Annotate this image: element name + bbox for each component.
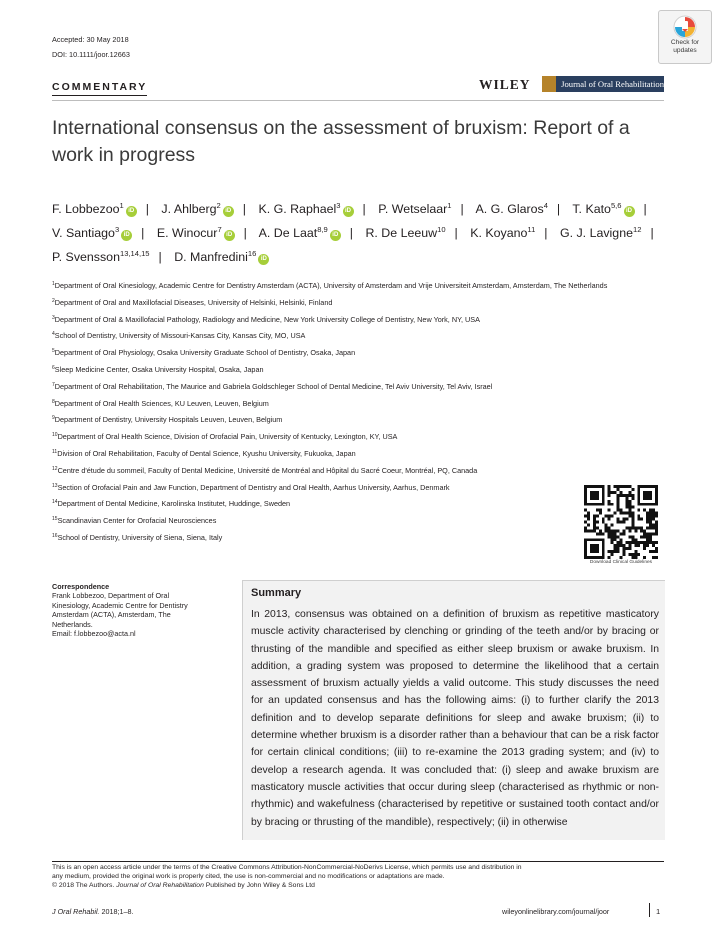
orcid-icon[interactable]: iD xyxy=(258,254,269,265)
author[interactable] xyxy=(470,226,535,240)
copyright-journal: Journal of Oral Rehabilitation xyxy=(116,881,204,889)
affiliation-number: 1 xyxy=(52,281,55,287)
affiliation-text: Department of Oral Physiology, Osaka University Graduate School of Dentistry, Osaka, Japan xyxy=(54,348,356,358)
citation xyxy=(52,907,134,916)
affiliation xyxy=(52,517,667,526)
correspondence-block xyxy=(52,582,227,638)
affiliation-text: Department of Oral Kinesiology, Academic Centre for Dentistry Amsterdam (ACTA), University of Amsterdam and Vrije Universiteit Amsterdam, Amsterdam, The Netherlands xyxy=(54,281,608,290)
author-affiliation-number: 4 xyxy=(543,201,548,210)
author-affiliation-number: 12 xyxy=(632,225,642,234)
author-separator: | xyxy=(158,250,162,264)
journal-banner xyxy=(542,76,664,92)
affiliation xyxy=(52,534,667,543)
affiliation-text: Centre d'étude du sommeil, Faculty of Dental Medicine, Université de Montréal and Hôpital du Sacré Coeur, Montréal, PQ, Canada xyxy=(57,465,478,475)
author-name: V. Santiago xyxy=(52,226,115,240)
affiliation-text: Section of Orofacial Pain and Jaw Function, Department of Dentistry and Oral Health, Aarhus University, Aarhus, Denmark xyxy=(57,482,450,492)
affiliation-number: 7 xyxy=(52,381,55,388)
citation-journal: J Oral Rehabil. xyxy=(52,907,100,916)
qr-code-icon[interactable] xyxy=(584,485,658,559)
author-list xyxy=(52,197,672,269)
author-separator: | xyxy=(242,202,246,216)
page-number: 1 xyxy=(656,907,661,916)
affiliation xyxy=(52,299,667,308)
author-affiliation-number: 5,6 xyxy=(610,201,622,210)
article-title: International consensus on the assessment of bruxism: Report of a work in progress xyxy=(52,117,630,166)
copyright-line xyxy=(52,882,664,891)
affiliation-text: Department of Oral Rehabilitation, The Maurice and Gabriela Goldschleger School of Dental Medicine, Tel Aviv University, Tel Aviv, Israel xyxy=(54,381,493,391)
qr-caption: Download Clinical Guidelines xyxy=(589,560,653,565)
journal-banner-text: Journal of Oral Rehabilitation xyxy=(561,79,664,89)
affiliation xyxy=(52,383,667,392)
license-line: any medium, provided the original work is properly cited, the use is non-commercial and no modifications or adaptations are made. xyxy=(52,872,445,880)
affiliation-text: School of Dentistry, University of Siena, Siena, Italy xyxy=(57,532,223,542)
author-affiliation-number: 1 xyxy=(119,201,124,210)
affiliation-number: 4 xyxy=(52,331,55,338)
affiliation xyxy=(52,366,667,375)
author-name: D. Manfredini xyxy=(174,250,248,264)
correspondence-line: Kinesiology, Academic Centre for Dentistry xyxy=(52,600,188,610)
orcid-icon[interactable]: iD xyxy=(121,230,132,241)
affiliation-text: Division of Oral Rehabilitation, Faculty of Dental Science, Kyushu University, Fukuoka, Japan xyxy=(57,448,356,458)
affiliation-text: School of Dentistry, University of Missouri-Kansas City, Kansas City, MO, USA xyxy=(54,331,306,341)
affiliation-number: 3 xyxy=(52,314,55,321)
affiliation-text: Department of Dentistry, University Hospitals Leuven, Leuven, Belgium xyxy=(54,415,283,425)
author-separator: | xyxy=(141,226,145,240)
affiliation-list xyxy=(52,282,667,551)
author[interactable] xyxy=(157,226,235,240)
summary-box xyxy=(242,580,665,840)
author[interactable] xyxy=(52,226,132,240)
orcid-icon[interactable]: iD xyxy=(343,206,354,217)
author-separator: | xyxy=(362,202,366,216)
author-name: F. Lobbezoo xyxy=(52,202,120,216)
author-name: E. Winocur xyxy=(156,226,218,240)
license-notice xyxy=(52,864,664,891)
check-for-updates-line2: updates xyxy=(673,46,697,54)
affiliation-number: 6 xyxy=(52,364,55,371)
footer-divider xyxy=(52,861,664,862)
author[interactable] xyxy=(572,202,634,216)
orcid-icon[interactable]: iD xyxy=(224,230,235,241)
orcid-icon[interactable]: iD xyxy=(223,206,234,217)
page-number-divider xyxy=(649,903,650,917)
affiliation xyxy=(52,484,667,493)
author-name: T. Kato xyxy=(572,202,611,216)
author[interactable] xyxy=(258,202,353,216)
author[interactable] xyxy=(365,226,445,240)
author-name: J. Ahlberg xyxy=(161,202,217,216)
header-divider xyxy=(52,100,664,101)
journal-banner-stripe xyxy=(542,76,556,92)
affiliation-number: 10 xyxy=(52,432,58,439)
affiliation-number: 11 xyxy=(52,448,58,455)
correspondence-heading: Correspondence xyxy=(52,582,110,591)
author[interactable] xyxy=(259,226,341,240)
correspondence-email[interactable]: Email: f.lobbezoo@acta.nl xyxy=(52,629,136,639)
affiliation-text: Department of Oral Health Sciences, KU Leuven, Leuven, Belgium xyxy=(54,398,269,408)
affiliation-number: 15 xyxy=(52,516,58,523)
affiliation xyxy=(52,450,667,459)
author-name: A. De Laat xyxy=(258,226,318,240)
author-separator: | xyxy=(650,226,654,240)
check-for-updates-badge[interactable] xyxy=(658,10,712,64)
author-affiliation-number: 8,9 xyxy=(317,225,328,234)
author-name: G. J. Lavigne xyxy=(559,226,633,240)
publisher-logo: WILEY xyxy=(479,77,531,92)
author-separator: | xyxy=(454,226,458,240)
author-affiliation-number: 11 xyxy=(527,225,536,234)
author-separator: | xyxy=(243,226,247,240)
summary-heading: Summary xyxy=(251,587,302,599)
author-name: P. Wetselaar xyxy=(378,202,448,216)
author[interactable] xyxy=(560,226,641,240)
accepted-date: Accepted: 30 May 2018 xyxy=(52,35,129,44)
correspondence-line: Netherlands. xyxy=(52,619,93,629)
affiliation xyxy=(52,500,667,509)
author[interactable] xyxy=(52,202,137,216)
copyright-suffix: Published by John Wiley & Sons Ltd xyxy=(205,881,315,889)
author[interactable] xyxy=(161,202,233,216)
affiliation xyxy=(52,349,667,358)
affiliation-number: 14 xyxy=(52,499,58,506)
author-separator: | xyxy=(145,202,149,216)
affiliation-text: Department of Oral and Maxillofacial Diseases, University of Helsinki, Helsinki, Finland xyxy=(54,297,333,307)
affiliation xyxy=(52,332,667,341)
affiliation-number: 8 xyxy=(52,398,55,405)
author-separator: | xyxy=(556,202,561,216)
author-name: K. Koyano xyxy=(470,226,528,240)
author[interactable] xyxy=(476,202,548,216)
author[interactable] xyxy=(52,250,150,264)
author[interactable] xyxy=(174,250,269,264)
affiliation-number: 16 xyxy=(52,532,58,539)
author-name: A. G. Glaros xyxy=(475,202,544,216)
correspondence-line: Frank Lobbezoo, Department of Oral xyxy=(52,591,170,601)
affiliation xyxy=(52,282,667,291)
affiliation-text: Department of Oral & Maxillofacial Pathology, Radiology and Medicine, New York University College of Dentistry, New York, NY, USA xyxy=(54,314,480,324)
author-affiliation-number: 7 xyxy=(217,225,222,234)
section-label: COMMENTARY xyxy=(52,81,147,96)
journal-website-link[interactable]: wileyonlinelibrary.com/journal/joor xyxy=(502,907,610,916)
author-separator: | xyxy=(544,226,548,240)
orcid-icon[interactable]: iD xyxy=(126,206,137,217)
affiliation-number: 9 xyxy=(52,415,55,422)
check-for-updates-icon xyxy=(673,15,697,39)
orcid-icon[interactable]: iD xyxy=(624,206,635,217)
affiliation-text: Scandinavian Center for Orofacial Neurosciences xyxy=(57,516,217,526)
affiliation-text: Department of Dental Medicine, Karolinska Institutet, Huddinge, Sweden xyxy=(57,499,291,509)
check-for-updates-line1: Check for xyxy=(670,39,700,46)
affiliation xyxy=(52,416,667,425)
affiliation xyxy=(52,400,667,409)
orcid-icon[interactable]: iD xyxy=(330,230,341,241)
doi: DOI: 10.1111/joor.12663 xyxy=(52,50,130,59)
affiliation-number: 2 xyxy=(52,297,55,304)
affiliation-number: 12 xyxy=(52,465,58,472)
affiliation-text: Department of Oral Health Science, Division of Orofacial Pain, University of Kentucky, Lexington, KY, USA xyxy=(57,432,398,442)
author-separator: | xyxy=(349,226,353,240)
license-line: This is an open access article under the terms of the Creative Commons Attribution-NonCommercial-NoDerivs License, which permits use and distribution in xyxy=(52,864,522,871)
citation-details: 2018;1–8. xyxy=(101,907,134,916)
author-affiliation-number: 16 xyxy=(247,249,257,258)
copyright-prefix: © 2018 The Authors. xyxy=(52,881,115,889)
author-name: K. G. Raphael xyxy=(258,202,337,216)
affiliation-text: Sleep Medicine Center, Osaka University Hospital, Osaka, Japan xyxy=(54,364,264,374)
affiliation xyxy=(52,467,667,476)
correspondence-line: Amsterdam (ACTA), Amsterdam, The xyxy=(52,610,171,620)
author-affiliation-number: 2 xyxy=(216,201,221,210)
author-separator: | xyxy=(643,202,647,216)
author-separator: | xyxy=(460,202,464,216)
author-affiliation-number: 3 xyxy=(336,201,341,210)
affiliation-number: 5 xyxy=(52,348,55,355)
affiliation-number: 13 xyxy=(52,482,58,489)
affiliation xyxy=(52,316,667,325)
author-name: P. Svensson xyxy=(52,250,120,264)
summary-text: In 2013, consensus was obtained on a definition of bruxism as repetitive masticatory muscle activity characterised by clenching or grinding of the teeth and/or by bracing or thrusting of the mandible and specified as either sleep bruxism or awake bruxism. In addition, a grading system was proposed to determine the likelihood that a certain assessment of bruxism actually yields a valid outcome. This study discusses the need for an updated consensus and has the following aims: (i) to further clarify the 2013 definition and to develop separate definitions for sleep and awake bruxism; (ii) to determine whether bruxism is a disorder rather than a behaviour that can be a risk factor for certain clinical conditions; (iii) to re-examine the 2013 grading system; and (iv) to develop a research agenda. It was concluded that: (i) sleep and awake bruxism are masticatory muscle activities that occur during sleep (characterised as rhythmic or non-rhythmic) and wakefulness (characterised by repetitive or sustained tooth contact and/or by bracing or thrusting of the mandible), respectively; (ii) in otherwise xyxy=(251,609,659,828)
author-name: R. De Leeuw xyxy=(365,226,438,240)
author-affiliation-number: 10 xyxy=(437,225,446,234)
author[interactable] xyxy=(378,202,451,216)
author-affiliation-number: 3 xyxy=(114,225,120,234)
author-affiliation-number: 13,14,15 xyxy=(119,249,150,258)
author-affiliation-number: 1 xyxy=(447,201,452,210)
affiliation xyxy=(52,433,667,442)
